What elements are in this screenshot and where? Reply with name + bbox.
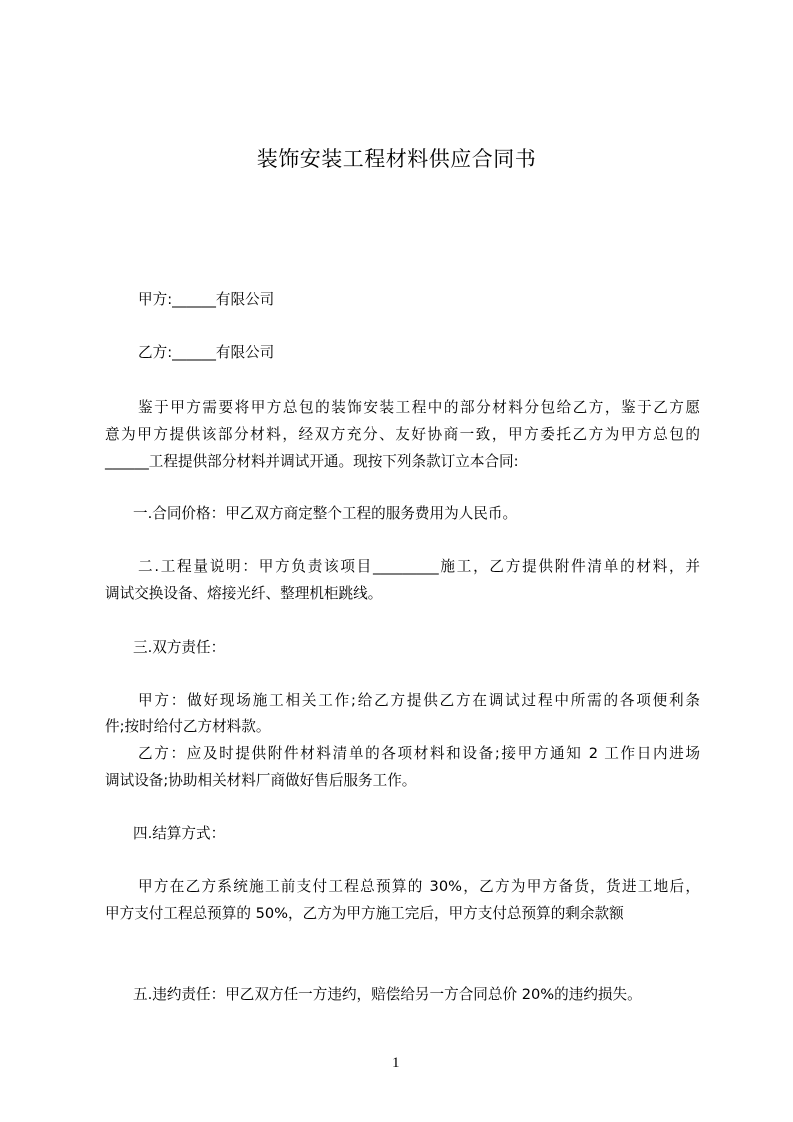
clause-2-line: 二.工程量说明：甲方负责该项目_________施工，乙方提供附件清单的材料，并: [138, 558, 700, 575]
clause-3-party-a-line: 件;按时给付乙方材料款。: [105, 718, 271, 735]
preamble-line: 鉴于甲方需要将甲方总包的装饰安装工程中的部分材料分包给乙方，鉴于乙方愿: [138, 399, 700, 416]
clause-3-party-a-line: 甲方：做好现场施工相关工作;给乙方提供乙方在调试过程中所需的各项便利条: [138, 692, 700, 709]
clause-1: 一.合同价格：甲乙双方商定整个工程的服务费用为人民币。: [133, 505, 518, 522]
clause-4-line: 甲方支付工程总预算的 50%，乙方为甲方施工完后，甲方支付总预算的剩余款额: [105, 905, 624, 922]
party-a: 甲方:______有限公司: [138, 291, 275, 308]
clause-4-heading: 四.结算方式：: [133, 825, 226, 842]
clause-3-heading: 三.双方责任：: [133, 639, 226, 656]
page-number: 1: [392, 1055, 400, 1071]
clause-3-party-b-line: 乙方：应及时提供附件材料清单的各项材料和设备;接甲方通知 2 工作日内进场: [138, 745, 700, 762]
clause-5: 五.违约责任：甲乙双方任一方违约，赔偿给另一方合同总价 20%的违约损失。: [133, 986, 642, 1003]
party-b: 乙方:______有限公司: [138, 344, 275, 361]
document-title: 装饰安装工程材料供应合同书: [256, 147, 537, 171]
clause-4-line: 甲方在乙方系统施工前支付工程总预算的 30%，乙方为甲方备货，货进工地后，: [138, 878, 700, 895]
clause-3-party-b-line: 调试设备;协助相关材料厂商做好售后服务工作。: [105, 772, 417, 789]
preamble-line: ______工程提供部分材料并调试开通。现按下列条款订立本合同:: [105, 453, 519, 470]
preamble-line: 意为甲方提供该部分材料，经双方充分、友好协商一致，甲方委托乙方为甲方总包的: [105, 426, 700, 443]
clause-2-line: 调试交换设备、熔接光纤、整理机柜跳线。: [105, 585, 383, 602]
